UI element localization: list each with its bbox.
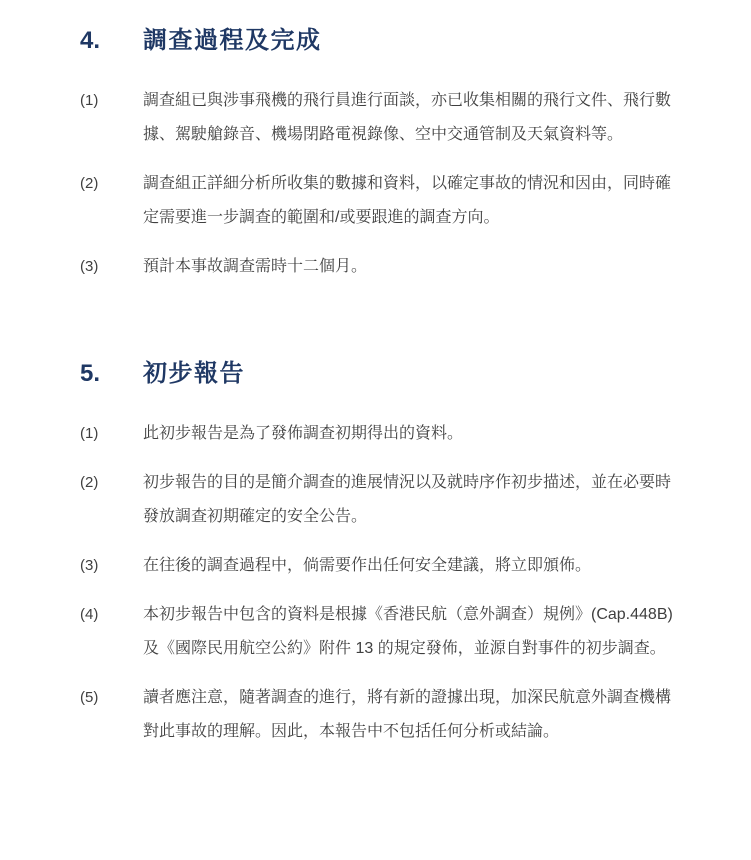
list-item [80, 84, 677, 152]
item-text: 在往後的調查過程中，倘需要作出任何安全建議，將立即頒佈。 [143, 557, 592, 574]
section-heading [80, 26, 677, 56]
item-label: (5) [80, 689, 99, 706]
item-label: (2) [80, 175, 99, 192]
section-number: 5. [80, 360, 101, 387]
section-number: 4. [80, 27, 101, 54]
list-item [80, 417, 677, 451]
item-label: (1) [80, 425, 99, 442]
item-text: 調查組已與涉事飛機的飛行員進行面談，亦已收集相關的飛行文件、飛行數據、駕駛艙錄音、機場閉路電視錄像、空中交通管制及天氣資料等。 [143, 92, 672, 143]
section-title: 調查過程及完成 [143, 27, 322, 54]
section-spacer [80, 299, 677, 359]
list-item [80, 250, 677, 284]
list-item [80, 167, 677, 235]
item-label: (4) [80, 606, 99, 623]
item-text: 此初步報告是為了發佈調查初期得出的資料。 [143, 425, 464, 442]
item-text: 讀者應注意，隨著調查的進行，將有新的證據出現，加深民航意外調查機構對此事故的理解。因此，本報告中不包括任何分析或結論。 [143, 689, 672, 740]
item-text: 調查組正詳細分析所收集的數據和資料，以確定事故的情況和因由，同時確定需要進一步調查的範圍和/或要跟進的調查方向。 [143, 175, 672, 226]
item-text: 初步報告的目的是簡介調查的進展情況以及就時序作初步描述，並在必要時發放調查初期確定的安全公告。 [143, 474, 672, 525]
list-item [80, 466, 677, 534]
section-investigation-process [80, 26, 677, 284]
item-label: (3) [80, 258, 99, 275]
section-heading [80, 359, 677, 389]
item-text: 本初步報告中包含的資料是根據《香港民航（意外調查）規例》(Cap.448B)及《國際民用航空公約》附件 13 的規定發佈，並源自對事件的初步調查。 [143, 606, 673, 657]
item-text: 預計本事故調查需時十二個月。 [143, 258, 368, 275]
list-item [80, 681, 677, 749]
item-label: (3) [80, 557, 99, 574]
section-title: 初步報告 [143, 360, 245, 387]
list-item [80, 598, 677, 666]
section-preliminary-report [80, 359, 677, 749]
list-item [80, 549, 677, 583]
item-label: (1) [80, 92, 99, 109]
item-label: (2) [80, 474, 99, 491]
